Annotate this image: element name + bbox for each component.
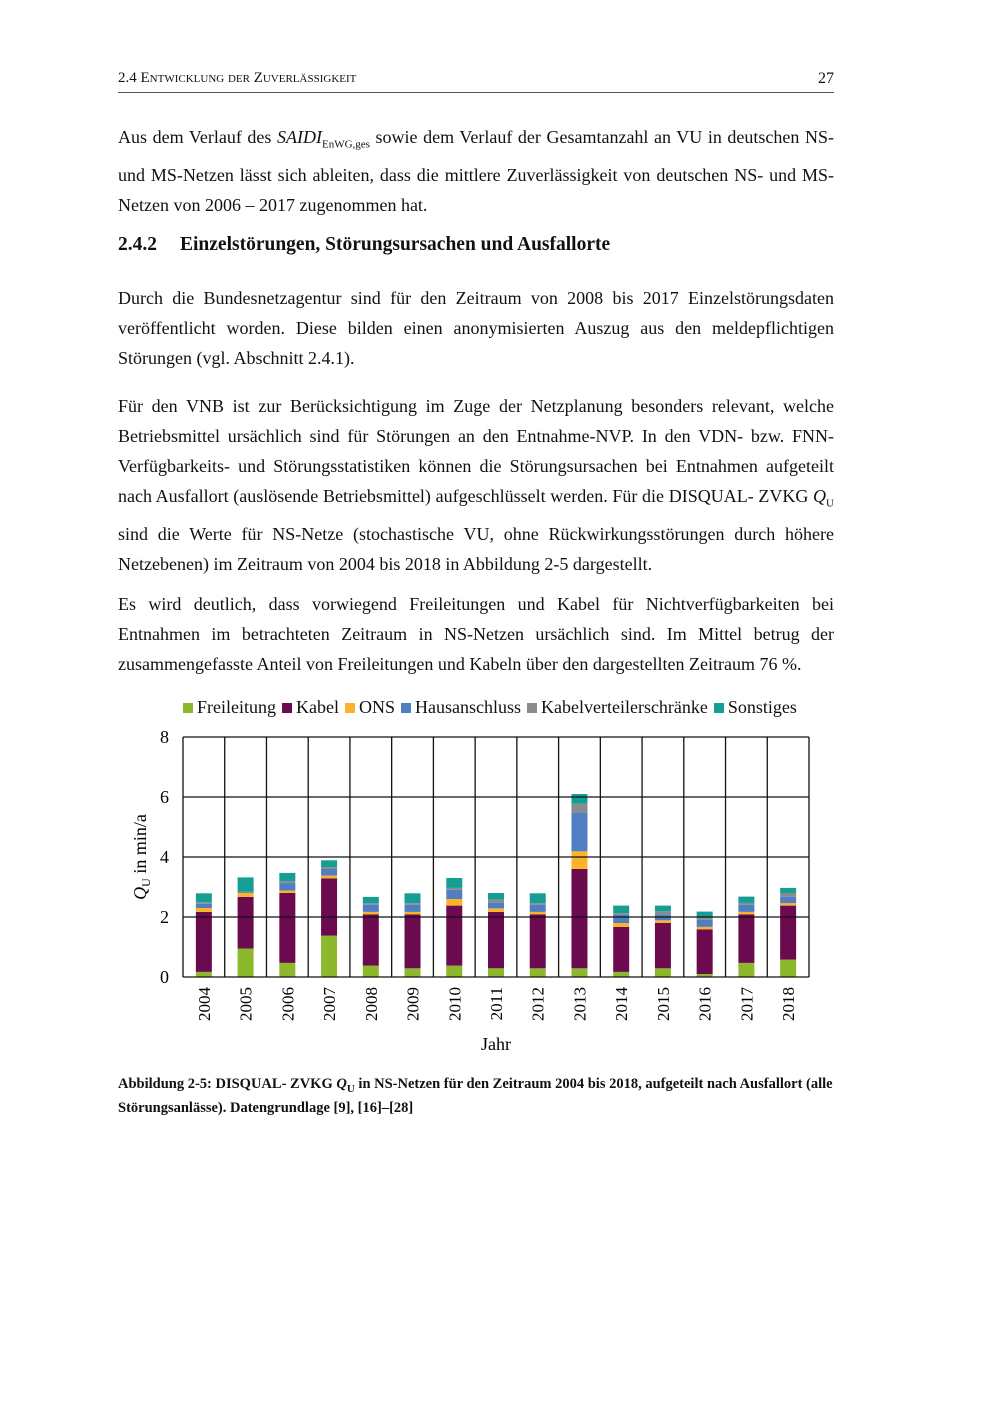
bar-segment-kabel [321,878,337,935]
symbol: Q [336,1076,347,1092]
x-tick-label: 2014 [612,987,632,1021]
legend-label: Kabelverteilerschränke [541,697,708,717]
bar-segment-freileitung [405,968,421,977]
bar-segment-sonstiges [196,893,212,902]
heading-title: Einzelstörungen, Störungsursachen und Ausfallorte [180,234,611,255]
y-tick-label: 0 [160,967,169,987]
bar-segment-kabelverteilerschränke [196,902,212,904]
x-tick-label: 2010 [445,987,465,1021]
text: sowie dem Verlauf der Gesamtanzahl an VU in deutschen NS- und MS-Netzen lässt sich ableiten, dass die mittlere Zuverlässigkeit von deutschen NS- und MS-Netzen von 2006 – 2017 zugenommen hat. [118,127,834,215]
bar-segment-hausanschluss [697,920,713,927]
bar-segment-freileitung [738,963,754,977]
bar-segment-kabelverteilerschränke [321,867,337,869]
x-tick-label: 2008 [361,987,381,1021]
legend-label: ONS [358,697,395,717]
bar-segment-sonstiges [571,794,587,804]
subscript: U [826,497,834,510]
running-header [118,70,834,93]
bar-segment-ons [321,876,337,879]
bar-segment-ons [405,912,421,914]
bar-segment-kabel [780,906,796,960]
x-tick-label: 2013 [570,987,590,1021]
legend-swatch [714,703,724,713]
bar-segment-sonstiges [363,897,379,903]
legend-item [714,697,797,717]
paragraph-3 [118,391,834,579]
bar-segment-kabel [488,912,504,968]
bar-segment-kabelverteilerschränke [488,900,504,903]
bar-segment-ons [279,891,295,893]
bar-segment-ons [613,923,629,927]
x-tick-label: 2004 [194,987,214,1021]
bar-segment-sonstiges [446,878,462,888]
legend-label: Sonstiges [727,697,797,717]
bar-segment-freileitung [446,966,462,977]
y-tick-label: 2 [160,907,169,927]
text: in NS-Netzen für den Zeitraum 2004 bis 2018, aufgeteilt nach Ausfallort (alle Störungsanlässe). Datengrundlage [9], [16]–[28] [118,1076,833,1116]
bar-segment-kabel [363,914,379,965]
paragraph-4: Es wird deutlich, dass vorwiegend Freileitungen und Kabel für Nichtverfügbarkeiten bei Entnahmen im betrachteten Zeitraum in NS-Netzen ursächlich sind. Im Mittel betrug der zusammengefasste Anteil von Freileitungen und Kabeln über den dargestellten Zeitraum 76 %. [118,594,834,674]
section-heading [118,234,610,256]
bar-segment-hausanschluss [780,897,796,903]
bar-segment-kabelverteilerschränke [780,893,796,897]
legend-item [401,697,521,717]
bar-segment-freileitung [655,968,671,977]
y-axis-title-part: U [139,878,153,887]
bar-segment-kabelverteilerschränke [738,903,754,905]
bar-segment-sonstiges [655,906,671,912]
bar-segment-kabelverteilerschränke [279,881,295,883]
chart-legend [183,697,803,718]
text: sind die Werte für NS-Netze (stochastische VU, ohne Rückwirkungsstörungen durch höhere Netzebenen) im Zeitraum von 2004 bis 2018 in Abbildung 2-5 dargestellt. [118,523,834,574]
bar-segment-ons [363,912,379,914]
bar-segment-hausanschluss [488,902,504,908]
bar-segment-kabel [655,923,671,968]
bar-segment-freileitung [321,936,337,977]
legend-label: Kabel [296,697,339,717]
y-axis-title-part: Q [130,886,150,900]
bar-segment-kabelverteilerschränke [613,913,629,915]
bar-segment-freileitung [196,972,212,977]
page-number: 27 [818,70,834,87]
y-axis-title [130,814,153,900]
bar-segment-ons [530,912,546,914]
legend-item [183,697,276,717]
bar-segment-freileitung [571,968,587,977]
bar-segment-kabel [571,869,587,968]
bar-segment-freileitung [780,960,796,977]
bar-segment-sonstiges [321,860,337,867]
legend-label: Hausanschluss [415,697,521,717]
legend-item [345,697,395,717]
bar-segment-hausanschluss [279,883,295,891]
section-title: 2.4 Entwicklung der Zuverlässigkeit [118,70,357,86]
paragraph-2: Durch die Bundesnetzagentur sind für den Zeitraum von 2008 bis 2017 Einzelstörungsdaten veröffentlicht worden. Diese bilden einen anonymisierten Auszug aus den meldepflichtigen Störungen (vgl. Abschnitt 2.4.1). [118,288,834,368]
bar-segment-kabel [530,914,546,968]
x-tick-label: 2005 [236,987,256,1021]
bar-segment-kabelverteilerschränke [363,903,379,905]
bar-segment-hausanschluss [321,869,337,876]
x-tick-label: 2011 [487,987,506,1021]
x-tick-label: 2018 [779,987,799,1021]
bar-segment-sonstiges [738,897,754,903]
legend-label: Freileitung [197,697,276,717]
text: Abbildung 2-5: DISQUAL- ZVKG [118,1076,337,1092]
bar-segment-freileitung [488,968,504,977]
legend-item [527,697,708,717]
bar-segment-ons [196,908,212,912]
bar-segment-kabel [446,906,462,966]
y-tick-label: 8 [160,727,169,747]
x-tick-label: 2012 [528,987,548,1021]
bar-segment-kabelverteilerschränke [571,804,587,813]
bar-segment-kabel [405,914,421,968]
y-tick-label: 6 [160,787,169,807]
legend-item [282,697,339,717]
legend-swatch [401,703,411,713]
x-tick-label: 2006 [278,987,298,1021]
heading-number: 2.4.2 [118,234,157,255]
bar-segment-kabelverteilerschränke [446,888,462,890]
y-axis-title-part: in min/a [130,814,150,879]
bar-segment-kabel [697,929,713,974]
legend-swatch [183,703,193,713]
bar-segment-hausanschluss [238,892,254,893]
text: Für den VNB ist zur Berücksichtigung im Zuge der Netzplanung besonders relevant, welche Betriebsmittel ursächlich sind für Störungen an den Entnahme-NVP. In den VDN- bzw. FNN-Verfügbarkeits- und Störungsstatistiken können die Störungsursachen bei Entnahmen aufgeteilt nach Ausfallort (auslösende Betriebsmittel) aufgeschlüsselt werden. Für die DISQUAL- ZVKG [118,396,834,506]
paragraph-1 [118,122,834,220]
bar-segment-kabel [279,893,295,963]
bar-segment-sonstiges [780,888,796,893]
bar-segment-ons [488,908,504,912]
figure-caption [118,1075,834,1118]
bar-segment-freileitung [613,972,629,977]
bar-segment-kabelverteilerschränke [655,911,671,914]
bar-segment-freileitung [238,949,254,978]
bar-segment-hausanschluss [405,905,421,912]
bar-segment-sonstiges [530,893,546,903]
bar-segment-kabel [738,914,754,963]
bar-segment-hausanschluss [363,905,379,912]
bar-segment-kabel [613,927,629,972]
bar-segment-kabelverteilerschränke [405,903,421,905]
bar-segment-ons [697,927,713,929]
bar-segment-sonstiges [488,893,504,900]
bar-segment-hausanschluss [613,915,629,923]
bar-segment-freileitung [279,963,295,977]
x-tick-label: 2007 [320,987,340,1021]
bar-segment-sonstiges [238,877,254,891]
symbol: Q [813,486,827,506]
bar-segment-ons [655,920,671,923]
bar-segment-kabel [238,897,254,949]
subscript: U [346,1082,355,1095]
text: Aus dem Verlauf des [118,127,277,147]
subscript: EnWG,ges [321,138,370,151]
bar-segment-kabelverteilerschränke [697,918,713,920]
x-tick-label: 2009 [403,987,423,1021]
bar-segment-hausanschluss [738,905,754,912]
bar-segment-freileitung [363,966,379,977]
legend-swatch [282,703,292,713]
bar-segment-kabelverteilerschränke [530,903,546,905]
bar-segment-ons [571,851,587,869]
bar-segment-ons [446,899,462,906]
y-tick-label: 4 [160,847,169,867]
bar-segment-hausanschluss [196,904,212,908]
bar-segment-hausanschluss [571,812,587,851]
bar-segment-freileitung [530,968,546,977]
symbol: SAIDI [276,127,322,147]
stacked-bar-chart [100,720,840,1065]
legend-swatch [345,703,355,713]
x-axis-title: Jahr [481,1034,511,1054]
bar-segment-sonstiges [613,906,629,914]
bar-segment-sonstiges [405,893,421,903]
x-tick-label: 2017 [737,987,757,1021]
x-tick-label: 2015 [653,987,673,1021]
bar-segment-ons [738,912,754,914]
bar-segment-kabelverteilerschränke [238,892,254,893]
bar-segment-hausanschluss [530,905,546,912]
legend-swatch [527,703,537,713]
x-tick-label: 2016 [695,987,715,1021]
bar-segment-sonstiges [279,873,295,881]
bar-segment-hausanschluss [446,890,462,899]
bar-segment-kabel [196,912,212,972]
bar-segment-ons [238,893,254,897]
bar-segment-ons [780,903,796,905]
